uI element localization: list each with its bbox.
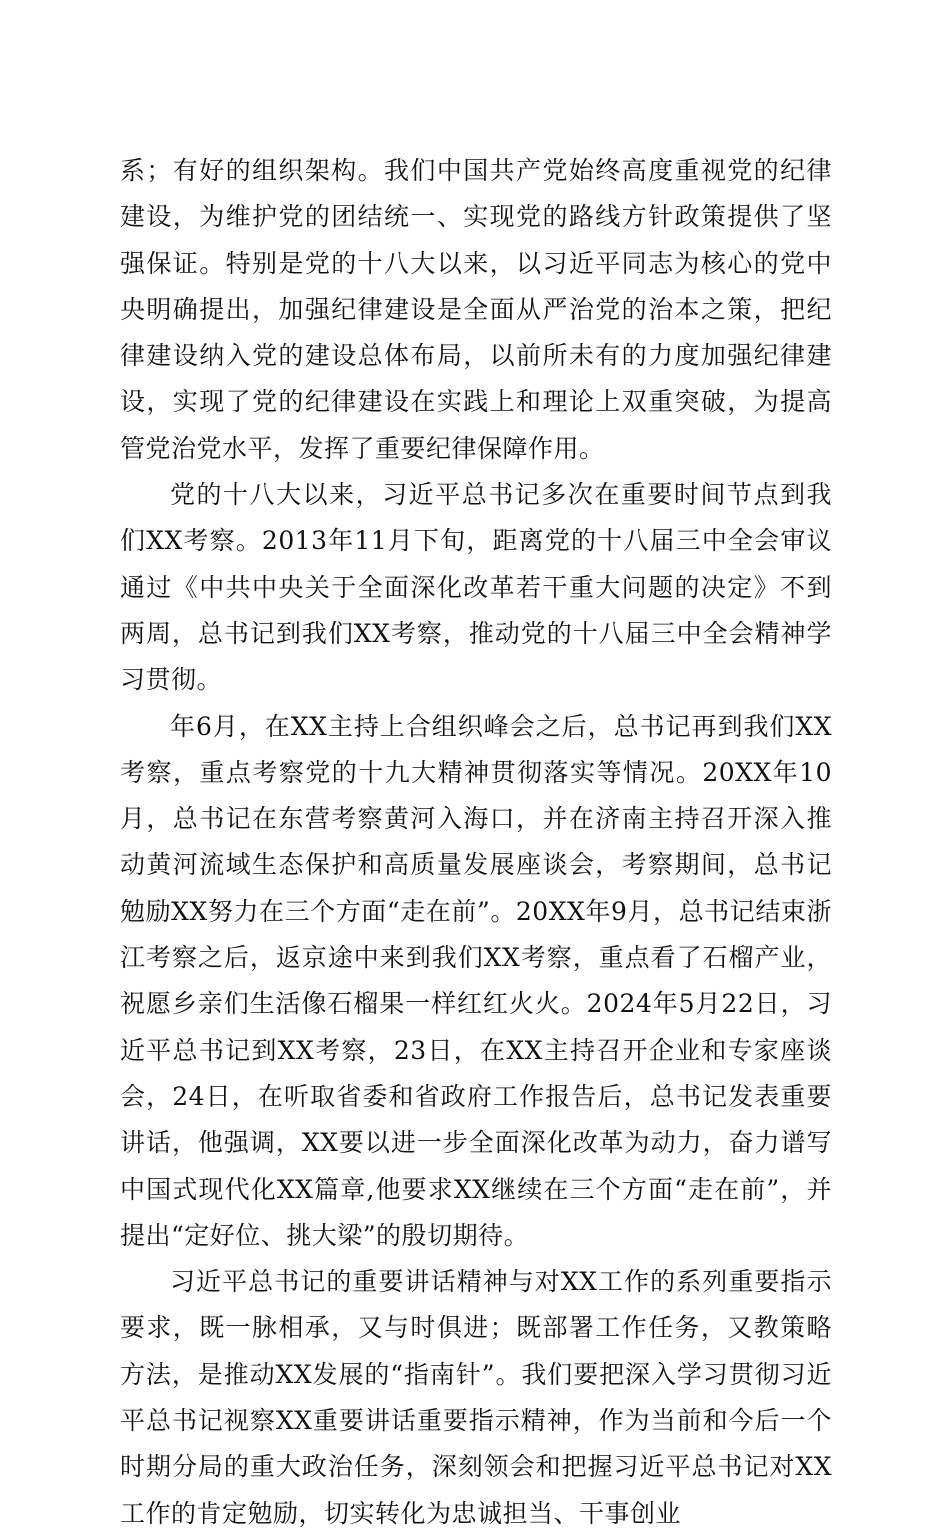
paragraph-3: 年6月，在XX主持上合组织峰会之后，总书记再到我们XX考察，重点考察党的十九大精神贯彻落实等情况。20XX年10月，总书记在东营考察黄河入海口，并在济南主持召开深入推动黄河流域生态保护和高质量发展座谈会，考察期间，总书记勉励XX努力在三个方面“走在前”。20XX年9月，总书记结束浙江考察之后，返京途中来到我们XX考察，重点看了石榴产业，祝愿乡亲们生活像石榴果一样红红火火。2024年5月22日，习近平总书记到XX考察，23日，在XX主持召开企业和专家座谈会，24日，在听取省委和省政府工作报告后，总书记发表重要讲话，他强调，XX要以进一步全面深化改革为动力，奋力谱写中国式现代化XX篇章,他要求XX继续在三个方面“走在前”，并提出“定好位、挑大梁”的殷切期待。 [120,711,832,1250]
paragraph-1: 系；有好的组织架构。我们中国共产党始终高度重视党的纪律建设，为维护党的团结统一、实现党的路线方针政策提供了坚强保证。特别是党的十八大以来，以习近平同志为核心的党中央明确提出，加强纪律建设是全面从严治党的治本之策，把纪律建设纳入党的建设总体布局，以前所未有的力度加强纪律建设，实现了党的纪律建设在实践上和理论上双重突破，为提高管党治党水平，发挥了重要纪律保障作用。 [120,156,832,463]
paragraph-4: 习近平总书记的重要讲话精神与对XX工作的系列重要指示要求，既一脉相承，又与时俱进；既部署工作任务，又教策略方法，是推动XX发展的“指南针”。我们要把深入学习贯彻习近平总书记视察XX重要讲话重要指示精神，作为当前和今后一个时期分局的重大政治任务，深刻领会和把握习近平总书记对XX工作的肯定勉励，切实转化为忠诚担当、干事创业 [120,1267,832,1528]
paragraph-2: 党的十八大以来，习近平总书记多次在重要时间节点到我们XX考察。2013年11月下旬，距离党的十八届三中全会审议通过《中共中央关于全面深化改革若干重大问题的决定》不到两周，总书记到我们XX考察，推动党的十八届三中全会精神学习贯彻。 [120,480,832,695]
document-body [120,148,832,1537]
